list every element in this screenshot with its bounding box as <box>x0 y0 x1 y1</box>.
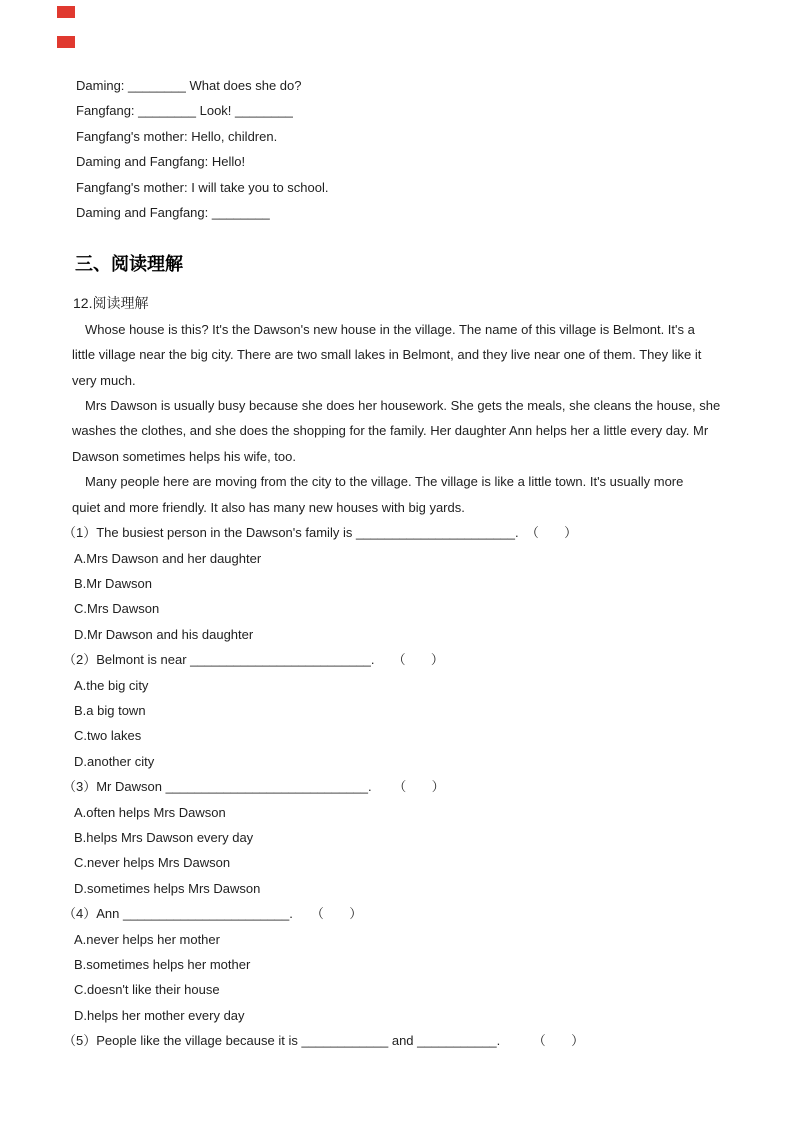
passage-line: Many people here are moving from the city to the village. The village is like a little town. It's usually more <box>85 474 684 490</box>
question-option: B.a big town <box>74 702 146 718</box>
reading-passage <box>63 317 769 520</box>
question-option: B.Mr Dawson <box>74 575 153 591</box>
question-prompt: （2）Belmont is near _________________________. （ ） <box>63 652 444 668</box>
question-block <box>63 1028 769 1053</box>
dialogue-line: Daming and Fangfang: ________ <box>76 205 270 221</box>
question-prompt: （3）Mr Dawson ____________________________. （ ） <box>63 779 445 795</box>
passage-line: washes the clothes, and she does the shopping for the family. Her daughter Ann helps her a little every day. Mr <box>72 423 709 439</box>
dialogue-line: Daming: ________ What does she do? <box>76 78 302 93</box>
passage-line: Whose house is this? It's the Dawson's new house in the village. The name of this village is Belmont. It's a <box>85 321 695 337</box>
question-option: C.doesn't like their house <box>74 982 220 998</box>
passage-line: very much. <box>72 372 136 388</box>
question-option: C.two lakes <box>74 728 142 744</box>
question-prompt: （4）Ann _______________________. （ ） <box>63 906 363 922</box>
dialogue-line: Daming and Fangfang: Hello! <box>76 154 246 170</box>
question-option: A.Mrs Dawson and her daughter <box>74 550 262 566</box>
passage-paragraph <box>63 393 769 469</box>
question-block <box>63 520 769 647</box>
red-mark <box>57 36 75 48</box>
section-title: 三、阅读理解 <box>75 254 183 275</box>
question-option: A.often helps Mrs Dawson <box>74 804 226 820</box>
question-option: B.helps Mrs Dawson every day <box>74 829 254 845</box>
question-block <box>63 774 769 901</box>
page-content <box>63 73 769 1054</box>
question-option: A.the big city <box>74 677 149 693</box>
passage-line: Mrs Dawson is usually busy because she does her housework. She gets the meals, she cleans the house, she <box>85 398 721 414</box>
question-prompt: （1）The busiest person in the Dawson's family is ______________________. （ ） <box>63 525 578 541</box>
dialogue-line: Fangfang: ________ Look! ________ <box>76 103 293 119</box>
question-option: A.never helps her mother <box>74 931 220 947</box>
dialogue-block <box>63 73 769 225</box>
question-prompt: （5）People like the village because it is ____________ and ___________. （ ） <box>63 1033 585 1049</box>
question-option: B.sometimes helps her mother <box>74 957 251 972</box>
question-option: D.sometimes helps Mrs Dawson <box>74 880 261 896</box>
dialogue-line: Fangfang's mother: I will take you to school. <box>76 179 329 195</box>
question-option: C.never helps Mrs Dawson <box>74 855 231 871</box>
passage-paragraph <box>63 317 769 393</box>
question-option: D.Mr Dawson and his daughter <box>74 626 254 642</box>
red-mark <box>57 6 75 18</box>
question-option: C.Mrs Dawson <box>74 601 160 617</box>
question-option: D.another city <box>74 753 155 769</box>
question-option: D.helps her mother every day <box>74 1007 245 1023</box>
question-list <box>63 520 769 1054</box>
question-block <box>63 901 769 1028</box>
dialogue-line: Fangfang's mother: Hello, children. <box>76 128 278 144</box>
question-block <box>63 647 769 774</box>
passage-line: Dawson sometimes helps his wife, too. <box>72 448 296 464</box>
passage-paragraph <box>63 469 769 520</box>
section-item-number: 12.阅读理解 <box>73 295 149 312</box>
passage-line: little village near the big city. There are two small lakes in Belmont, and they live near one of them. They like it <box>72 347 702 363</box>
passage-line: quiet and more friendly. It also has many new houses with big yards. <box>72 499 465 515</box>
